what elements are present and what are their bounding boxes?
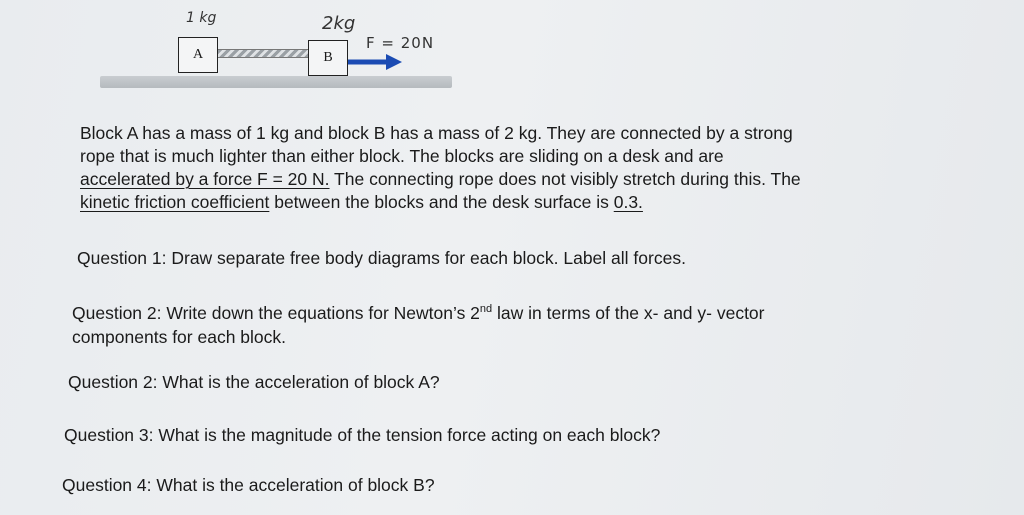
block-b-label: B: [323, 50, 333, 65]
desk-surface: [100, 76, 452, 88]
problem-line: rope that is much lighter than either block. The blocks are sliding on a desk and are: [80, 146, 724, 166]
problem-line: Block A has a mass of 1 kg and block B has a mass of 2 kg. They are connected by a strong: [80, 123, 793, 143]
question-2: [72, 297, 765, 349]
underlined-friction-text: kinetic friction coefficient: [80, 192, 270, 212]
mass-a-annotation: 1 kg: [186, 10, 217, 26]
problem-statement: [80, 122, 980, 214]
block-b: [308, 40, 348, 76]
friction-coefficient-value: 0.3.: [613, 192, 643, 212]
force-annotation: F = 20N: [366, 34, 435, 52]
problem-text: between the blocks and the desk surface is: [269, 192, 614, 212]
problem-text: The connecting rope does not visibly stretch during this. The: [329, 169, 801, 189]
force-arrow-icon: [348, 52, 404, 72]
question-1: Question 1: Draw separate free body diagrams for each block. Label all forces.: [77, 248, 686, 268]
block-diagram: [0, 0, 1024, 120]
block-a: [178, 37, 218, 73]
question-acceleration-b: Question 4: What is the acceleration of block B?: [62, 475, 435, 495]
underlined-force-text: accelerated by a force F = 20 N.: [80, 169, 330, 189]
superscript: nd: [479, 303, 493, 315]
question-2-line: components for each block.: [72, 326, 287, 347]
block-a-label: A: [192, 47, 204, 62]
question-2-line: [72, 297, 765, 325]
mass-b-annotation: 2kg: [322, 13, 356, 34]
question-text: law in terms of the x- and y- vector: [492, 302, 765, 323]
question-acceleration-a: Question 2: What is the acceleration of block A?: [68, 372, 440, 392]
question-text: Question 2: Write down the equations for Newton’s 2: [72, 302, 480, 323]
connecting-rope: [218, 49, 308, 58]
problem-line: [80, 191, 980, 214]
question-tension: Question 3: What is the magnitude of the tension force acting on each block?: [64, 425, 661, 445]
problem-line: [80, 168, 980, 191]
